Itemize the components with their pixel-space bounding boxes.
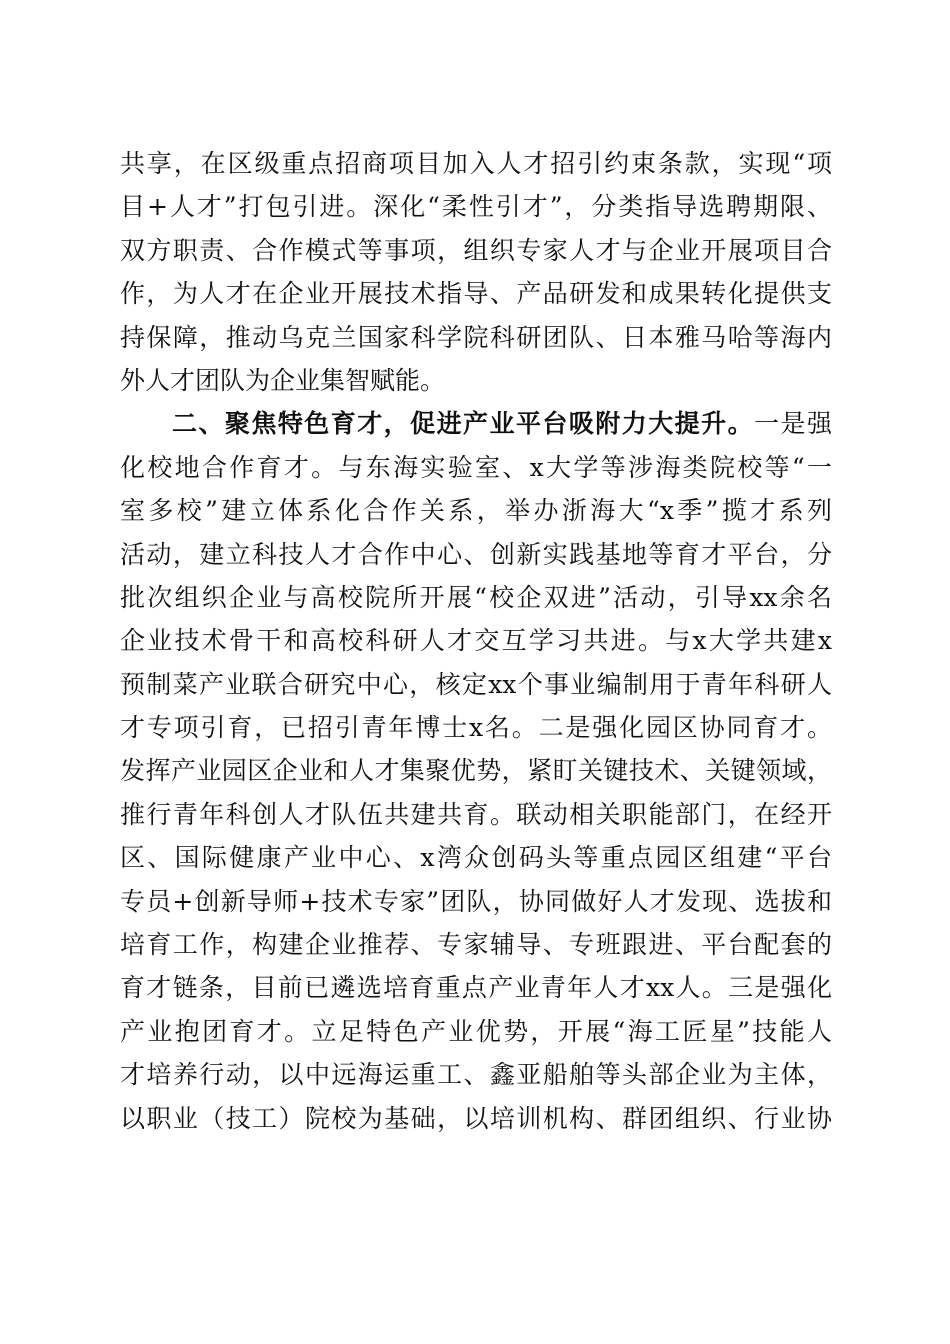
section-heading-line bbox=[120, 402, 832, 445]
text-line: 以职业（技工）院校为基础，以培训机构、群团组织、行业协 bbox=[120, 1103, 832, 1133]
section-heading: 二、聚焦特色育才，促进产业平台吸附力大提升。 bbox=[172, 409, 755, 439]
text-line: 区、国际健康产业中心、x湾众创码头等重点园区组建“平台 bbox=[120, 843, 832, 873]
text-line: 专员+创新导师+技术专家”团队，协同做好人才发现、选拔和 bbox=[120, 886, 832, 916]
text-line: 双方职责、合作模式等事项，组织专家人才与企业开展项目合 bbox=[120, 235, 832, 265]
text-line: 育才链条，目前已遴选培育重点产业青年人才xx人。三是强化 bbox=[120, 973, 832, 1003]
text-line: 作，为人才在企业开展技术指导、产品研发和成果转化提供支 bbox=[120, 279, 832, 309]
text-line: 发挥产业园区企业和人才集聚优势，紧盯关键技术、关键领域， bbox=[120, 756, 832, 786]
text-line: 化校地合作育才。与东海实验室、x大学等涉海类院校等“一 bbox=[120, 452, 832, 482]
text-line: 产业抱团育才。立足特色产业优势，开展“海工匠星”技能人 bbox=[120, 1016, 832, 1046]
text-line: 才培养行动，以中远海运重工、鑫亚船舶等头部企业为主体， bbox=[120, 1060, 832, 1090]
text-line: 培育工作，构建企业推荐、专家辅导、专班跟进、平台配套的 bbox=[120, 930, 832, 960]
document-body bbox=[120, 142, 832, 1140]
text-line: 活动，建立科技人才合作中心、创新实践基地等育才平台，分 bbox=[120, 539, 832, 569]
paragraph-2 bbox=[120, 402, 832, 1140]
text-run: 一是强 bbox=[754, 409, 832, 439]
text-line: 企业技术骨干和高校科研人才交互学习共进。与x大学共建x bbox=[120, 626, 832, 656]
text-line: 预制菜产业联合研究中心，核定xx个事业编制用于青年科研人 bbox=[120, 669, 832, 699]
paragraph-1 bbox=[120, 142, 832, 402]
text-line: 批次组织企业与高校院所开展“校企双进”活动，引导xx余名 bbox=[120, 582, 832, 612]
text-line: 目+人才”打包引进。深化“柔性引才”，分类指导选聘期限、 bbox=[120, 192, 832, 222]
text-line: 共享，在区级重点招商项目加入人才招引约束条款，实现“项 bbox=[120, 149, 832, 178]
text-line: 持保障，推动乌克兰国家科学院科研团队、日本雅马哈等海内 bbox=[120, 322, 832, 352]
text-line: 外人才团队为企业集智赋能。 bbox=[120, 365, 446, 395]
text-line: 推行青年科创人才队伍共建共育。联动相关职能部门，在经开 bbox=[120, 799, 832, 829]
text-line: 才专项引育，已招引青年博士x名。二是强化园区协同育才。 bbox=[120, 713, 832, 743]
text-line: 室多校”建立体系化合作关系，举办浙海大“x季”揽才系列 bbox=[120, 496, 832, 526]
